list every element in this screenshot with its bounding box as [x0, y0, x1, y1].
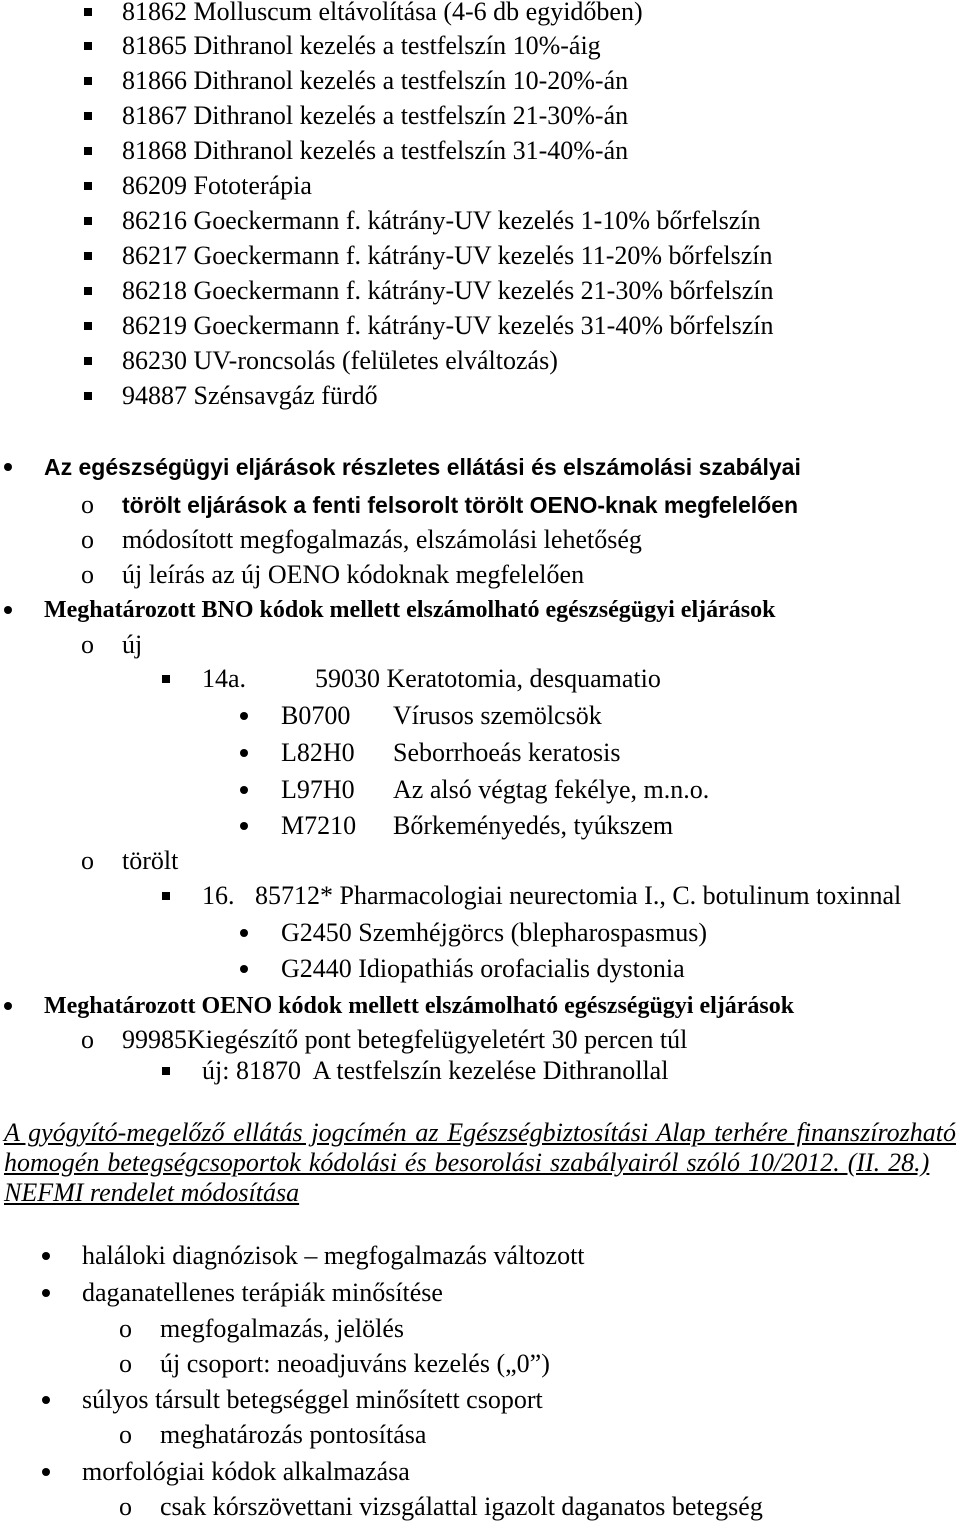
square-bullet-icon [162, 892, 170, 900]
square-bullet-icon [162, 1067, 170, 1075]
change-subitem [0, 1350, 960, 1378]
change-subitem-text: megfogalmazás, jelölés [160, 1314, 405, 1343]
change-text: morfológiai kódok alkalmazása [82, 1457, 410, 1486]
circle-bullet-icon [119, 1315, 132, 1343]
procedure-item [0, 312, 960, 340]
decree-title-line: NEFMI rendelet módosítása [4, 1178, 300, 1207]
change-item [0, 1242, 960, 1270]
bno-code-row [0, 702, 960, 730]
oeno-subitem [0, 1057, 960, 1085]
square-bullet-icon [84, 287, 92, 295]
procedure-text: 86216 Goeckermann f. kátrány-UV kezelés 1-10% bőrfelszín [122, 206, 761, 235]
disc-bullet-icon [240, 786, 248, 794]
procedure-item [0, 242, 960, 270]
rules-item [0, 526, 960, 554]
disc-bullet-icon [240, 822, 248, 830]
change-item [0, 1386, 960, 1414]
disc-bullet-icon [4, 1002, 12, 1010]
rules-item [0, 561, 960, 589]
procedure-item [0, 382, 960, 410]
circle-bullet-icon [81, 491, 94, 519]
bno-description: Seborrhoeás keratosis [393, 738, 621, 767]
square-bullet-icon [84, 252, 92, 260]
disc-bullet-icon [4, 463, 12, 471]
disc-bullet-icon [42, 1468, 50, 1476]
procedure-text: 81865 Dithranol kezelés a testfelszín 10%-áig [122, 31, 601, 60]
bno-description: Vírusos szemölcsök [393, 701, 602, 730]
disc-bullet-icon [240, 965, 248, 973]
change-text: súlyos társult betegséggel minősített csoport [82, 1385, 543, 1414]
procedure-text: 86209 Fototerápia [122, 171, 312, 200]
square-bullet-icon [84, 147, 92, 155]
rules-item-text: új leírás az új OENO kódoknak megfelelően [122, 560, 585, 589]
bno-description: Az alsó végtag fekélye, m.n.o. [393, 775, 710, 804]
procedure-text: 81867 Dithranol kezelés a testfelszín 21-30%-án [122, 101, 629, 130]
square-bullet-icon [84, 217, 92, 225]
disc-bullet-icon [42, 1252, 50, 1260]
change-subitem-text: új csoport: neoadjuváns kezelés („0”) [160, 1349, 550, 1378]
procedure-text: 81868 Dithranol kezelés a testfelszín 31-40%-án [122, 136, 629, 165]
change-subitem [0, 1421, 960, 1449]
bno-code-text: G2440 Idiopathiás orofacialis dystonia [281, 954, 685, 983]
bno-code: L97H0 [281, 775, 355, 804]
bno-code: B0700 [281, 701, 351, 730]
bno-code-row [0, 919, 960, 947]
square-bullet-icon [84, 42, 92, 50]
bno-code: M7210 [281, 811, 357, 840]
oeno-item-text: 99985Kiegészítő pont betegfelügyeletért 30 percen túl [122, 1025, 688, 1054]
change-subitem [0, 1315, 960, 1343]
procedure-text: 59030 Keratotomia, desquamatio [315, 664, 661, 693]
procedure-item [0, 67, 960, 95]
circle-bullet-icon [119, 1493, 132, 1521]
circle-bullet-icon [119, 1350, 132, 1378]
bno-description: Bőrkeményedés, tyúkszem [393, 811, 674, 840]
change-subitem-text: meghatározás pontosítása [160, 1420, 427, 1449]
procedure-item [0, 277, 960, 305]
disc-bullet-icon [240, 929, 248, 937]
decree-title-line: homogén betegségcsoportok kódolási és besorolási szabályairól szóló 10/2012. (II. 28.) [4, 1148, 930, 1177]
oeno-heading [0, 992, 960, 1020]
square-bullet-icon [84, 8, 92, 16]
bno-deleted-procedure [0, 882, 960, 910]
bno-heading-text: Meghatározott BNO kódok mellett elszámolható egészségügyi eljárások [44, 597, 776, 623]
procedure-item [0, 207, 960, 235]
square-bullet-icon [84, 112, 92, 120]
bno-new-label [0, 631, 960, 659]
group-label: törölt [122, 846, 179, 875]
procedure-item [0, 347, 960, 375]
disc-bullet-icon [42, 1396, 50, 1404]
bno-code-row [0, 812, 960, 840]
bno-heading [0, 596, 960, 624]
oeno-item [0, 1026, 960, 1054]
change-subitem [0, 1493, 960, 1521]
change-item [0, 1279, 960, 1307]
rules-heading-text: Az egészségügyi eljárások részletes ellátási és elszámolási szabályai [44, 454, 801, 480]
circle-bullet-icon [81, 561, 94, 589]
procedure-text: 86219 Goeckermann f. kátrány-UV kezelés 31-40% bőrfelszín [122, 311, 774, 340]
square-bullet-icon [84, 357, 92, 365]
change-text: daganatellenes terápiák minősítése [82, 1278, 443, 1307]
bno-code-row [0, 776, 960, 804]
procedure-text: 85712* Pharmacologiai neurectomia I., C. botulinum toxinnal [255, 881, 902, 910]
rules-item [0, 491, 960, 519]
circle-bullet-icon [119, 1421, 132, 1449]
circle-bullet-icon [81, 847, 94, 875]
group-label: új [122, 630, 143, 659]
decree-title-line: A gyógyító-megelőző ellátás jogcímén az Egészségbiztosítási Alap terhére finanszírozható [4, 1118, 956, 1147]
procedure-item [0, 137, 960, 165]
procedure-number: 16. [202, 881, 235, 910]
circle-bullet-icon [81, 1026, 94, 1054]
disc-bullet-icon [4, 606, 12, 614]
procedure-item [0, 102, 960, 130]
change-text: haláloki diagnózisok – megfogalmazás változott [82, 1241, 585, 1270]
disc-bullet-icon [240, 712, 248, 720]
rules-item-text: módosított megfogalmazás, elszámolási lehetőség [122, 525, 642, 554]
procedure-item [0, 0, 960, 26]
procedure-text: 86230 UV-roncsolás (felületes elváltozás) [122, 346, 558, 375]
bno-deleted-label [0, 847, 960, 875]
change-item [0, 1458, 960, 1486]
oeno-heading-text: Meghatározott OENO kódok mellett elszámolható egészségügyi eljárások [44, 993, 795, 1019]
procedure-text: 81862 Molluscum eltávolítása (4-6 db egyidőben) [122, 0, 643, 26]
procedure-text: 94887 Szénsavgáz fürdő [122, 381, 378, 410]
circle-bullet-icon [81, 526, 94, 554]
bno-code: L82H0 [281, 738, 355, 767]
procedure-text: 86217 Goeckermann f. kátrány-UV kezelés 11-20% bőrfelszín [122, 241, 773, 270]
procedure-text: 86218 Goeckermann f. kátrány-UV kezelés 21-30% bőrfelszín [122, 276, 774, 305]
procedure-item [0, 172, 960, 200]
procedure-number: 14a. [202, 664, 247, 693]
bno-code-row [0, 739, 960, 767]
procedure-text: 81866 Dithranol kezelés a testfelszín 10-20%-án [122, 66, 629, 95]
rules-item-text: törölt eljárások a fenti felsorolt törölt OENO-knak megfelelően [122, 492, 799, 518]
disc-bullet-icon [240, 749, 248, 757]
square-bullet-icon [84, 322, 92, 330]
rules-heading [0, 453, 960, 481]
bno-new-procedure [0, 665, 960, 693]
oeno-subitem-text: új: 81870 A testfelszín kezelése Dithranollal [202, 1056, 669, 1085]
circle-bullet-icon [81, 631, 94, 659]
disc-bullet-icon [42, 1289, 50, 1297]
bno-code-row [0, 955, 960, 983]
bno-code-text: G2450 Szemhéjgörcs (blepharospasmus) [281, 918, 708, 947]
square-bullet-icon [84, 392, 92, 400]
square-bullet-icon [162, 675, 170, 683]
square-bullet-icon [84, 77, 92, 85]
change-subitem-text: csak kórszövettani vizsgálattal igazolt daganatos betegség [160, 1492, 763, 1521]
square-bullet-icon [84, 182, 92, 190]
procedure-item [0, 32, 960, 60]
